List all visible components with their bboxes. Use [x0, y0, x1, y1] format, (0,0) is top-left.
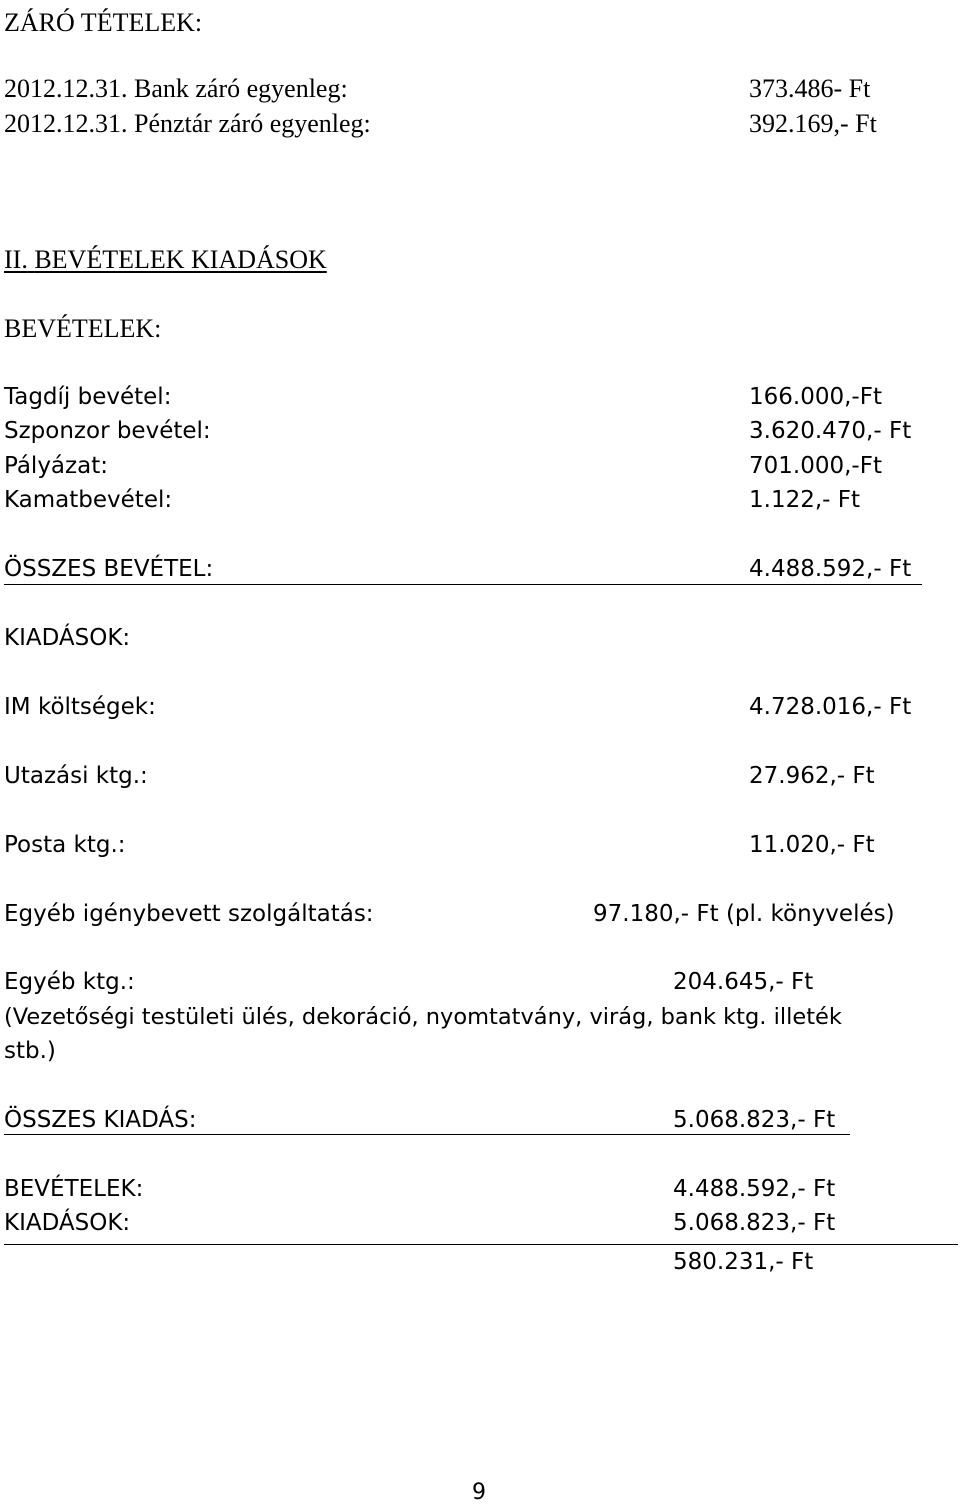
expense-value-postage: 11.020,- Ft	[749, 832, 875, 858]
closing-heading: ZÁRÓ TÉTELEK:	[4, 8, 203, 37]
expense-label-other: Egyéb ktg.:	[4, 969, 135, 995]
income-label-grant: Pályázat:	[4, 453, 108, 479]
expense-other-note-line1: (Vezetőségi testületi ülés, dekoráció, nyomtatvány, virág, bank ktg. illeték	[4, 1004, 842, 1030]
summary-rule	[4, 1244, 958, 1245]
section-heading-text: BEVÉTELEK KIADÁSOK	[34, 245, 327, 274]
closing-cash-value: 392.169,- Ft	[749, 109, 877, 138]
income-total-label: ÖSSZES BEVÉTEL:	[4, 556, 214, 582]
income-label-sponsor: Szponzor bevétel:	[4, 418, 211, 444]
expense-label-services: Egyéb igénybevett szolgáltatás:	[4, 901, 374, 927]
closing-cash-label: 2012.12.31. Pénztár záró egyenleg:	[4, 109, 371, 138]
page-number: 9	[472, 1480, 486, 1505]
summary-expense-label: KIADÁSOK:	[4, 1210, 131, 1236]
income-value-interest: 1.122,- Ft	[749, 487, 861, 513]
expense-value-services: 97.180,- Ft (pl. könyvelés)	[593, 901, 895, 927]
income-label-interest: Kamatbevétel:	[4, 487, 173, 513]
summary-income-value: 4.488.592,- Ft	[673, 1176, 836, 1202]
section-heading	[4, 244, 327, 275]
expense-value-travel: 27.962,- Ft	[749, 763, 875, 789]
income-value-grant: 701.000,-Ft	[749, 453, 882, 479]
section-heading-number: II.	[4, 245, 28, 274]
expense-value-im: 4.728.016,- Ft	[749, 694, 912, 720]
income-total-value: 4.488.592,- Ft	[749, 556, 912, 582]
income-heading: BEVÉTELEK:	[4, 314, 162, 343]
income-value-sponsor: 3.620.470,- Ft	[749, 418, 912, 444]
expense-value-other: 204.645,- Ft	[673, 969, 814, 995]
expense-label-postage: Posta ktg.:	[4, 832, 126, 858]
expense-label-im: IM költségek:	[4, 694, 156, 720]
expense-total-label: ÖSSZES KIADÁS:	[4, 1107, 197, 1133]
income-value-membership: 166.000,-Ft	[749, 384, 882, 410]
expense-total-value: 5.068.823,- Ft	[673, 1107, 836, 1133]
income-label-membership: Tagdíj bevétel:	[4, 384, 172, 410]
expense-label-travel: Utazási ktg.:	[4, 763, 148, 789]
expense-total-rule	[4, 1134, 850, 1135]
expenses-heading: KIADÁSOK:	[4, 625, 131, 651]
summary-income-label: BEVÉTELEK:	[4, 1176, 144, 1202]
summary-expense-value: 5.068.823,- Ft	[673, 1210, 836, 1236]
expense-other-note-line2: stb.)	[4, 1038, 56, 1064]
closing-bank-value: 373.486- Ft	[749, 74, 871, 103]
closing-bank-label: 2012.12.31. Bank záró egyenleg:	[4, 74, 348, 103]
summary-result-value: 580.231,- Ft	[673, 1249, 814, 1275]
income-total-rule	[4, 584, 922, 585]
